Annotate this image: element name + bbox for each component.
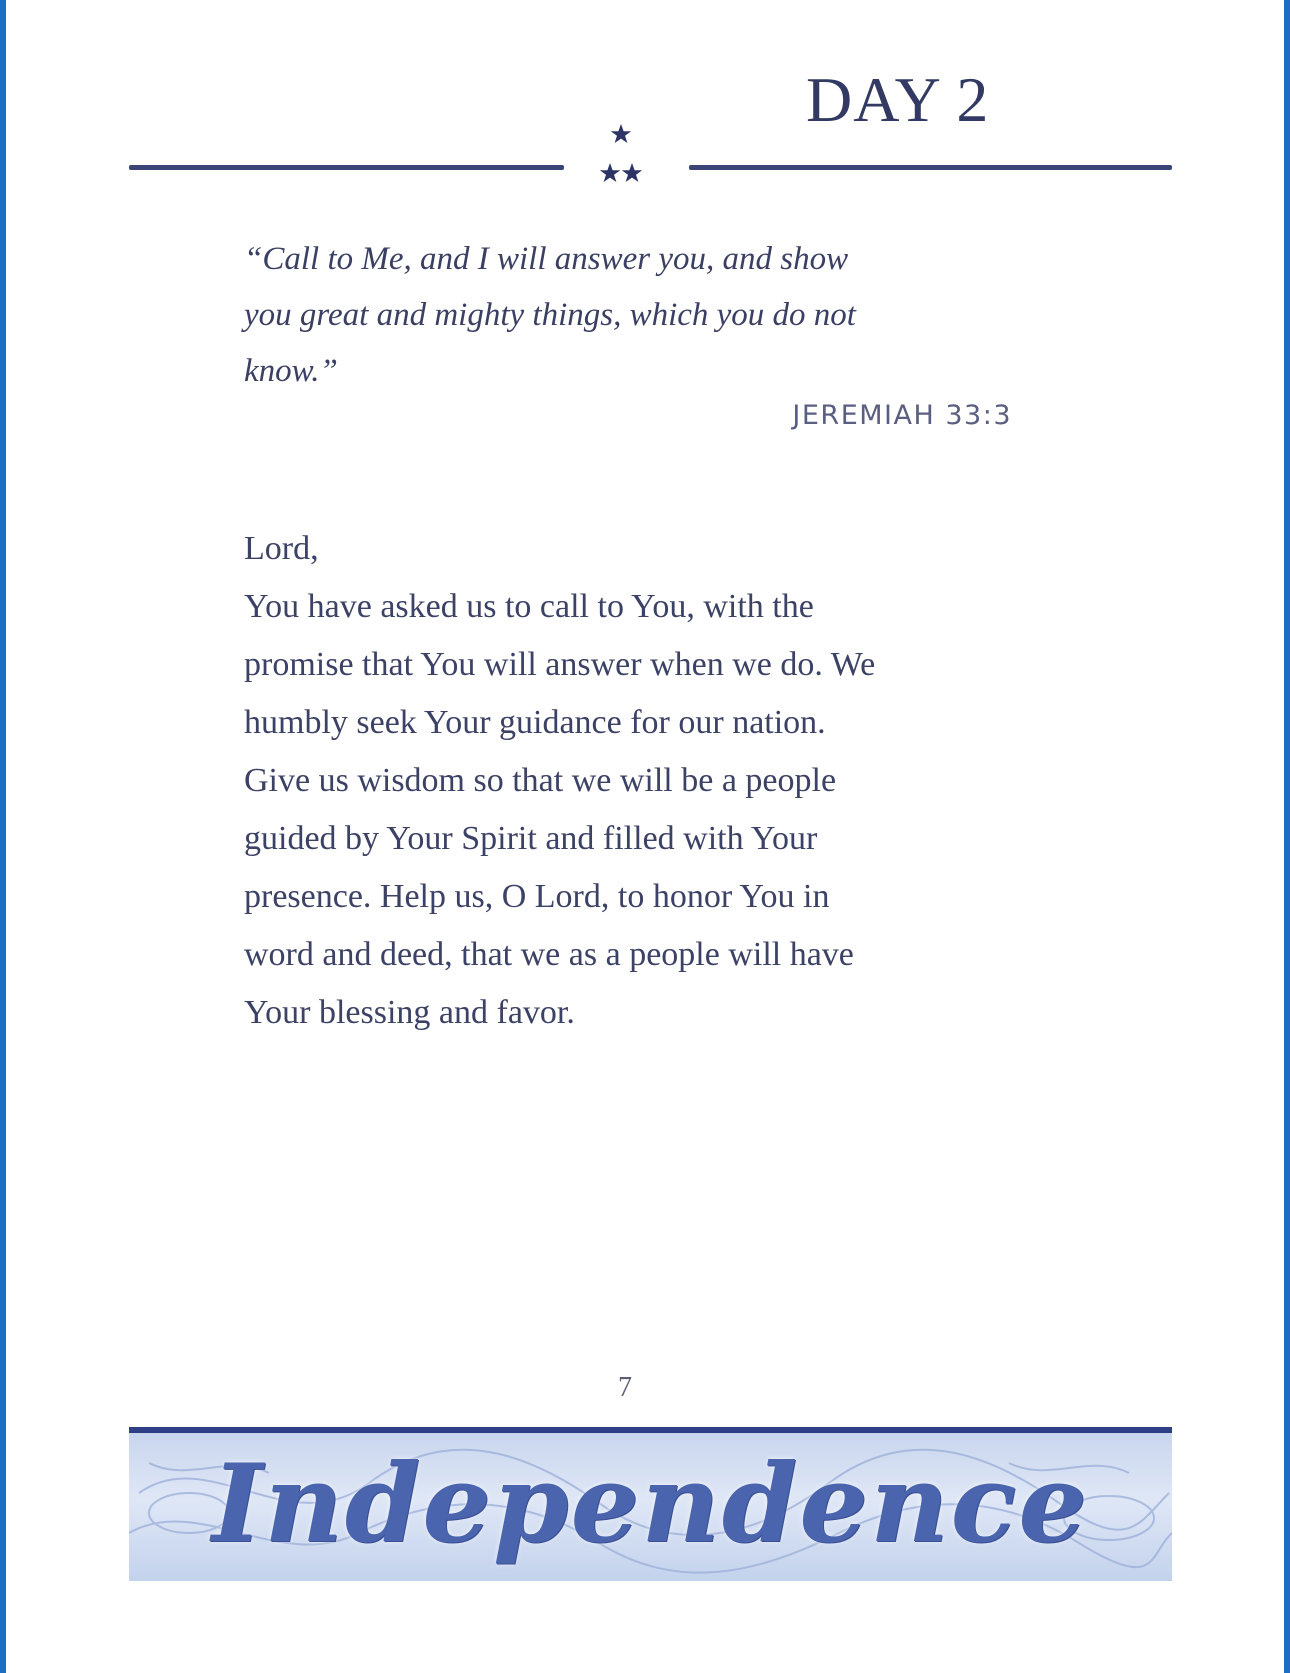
page-number: 7: [618, 1372, 632, 1403]
header-rule-right: [689, 165, 1172, 170]
scripture-reference: JEREMIAH 33:3: [792, 400, 1012, 431]
stars-ornament: [596, 120, 646, 200]
prayer-salutation: Lord,: [244, 530, 319, 567]
day-title: DAY 2: [806, 64, 990, 135]
banner-title: Independence: [211, 1441, 1090, 1567]
star-icon: [622, 163, 642, 182]
header-rule-left: [129, 165, 564, 170]
footer-banner: [129, 1427, 1172, 1581]
scripture-quote: “Call to Me, and I will answer you, and show you great and mighty things, which you do not know.”: [244, 241, 856, 389]
star-icon: [600, 163, 620, 182]
prayer-body: You have asked us to call to You, with the promise that You will answer when we do. We humbly seek Your guidance for our nation. Give us wisdom so that we will be a people guided by Your Spirit and filled with Your presence. Help us, O Lord, to honor You in word and deed, that we as a people will have Your blessing and favor.: [244, 588, 876, 1031]
book-page: [6, 0, 1290, 1673]
star-icon: [611, 124, 631, 143]
